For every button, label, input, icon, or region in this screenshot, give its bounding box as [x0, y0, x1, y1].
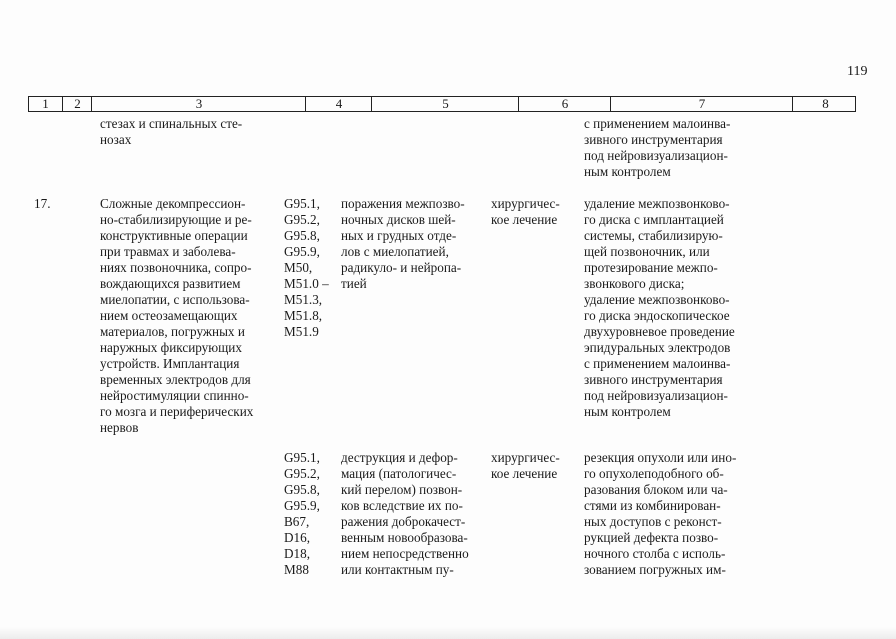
table-header-row: [28, 96, 856, 112]
text-line: нервов: [100, 420, 139, 435]
text-line: M51.9: [284, 324, 319, 339]
header-col-2: 2: [62, 97, 92, 111]
text-line: стезах и спинальных сте-: [100, 116, 243, 131]
text-line: ков вследствие их по-: [341, 498, 463, 513]
text-line: зованием погружных им-: [584, 562, 726, 577]
entry2-treatment: [491, 450, 581, 482]
text-line: Сложные декомпрессион-: [100, 196, 246, 211]
text-line: G95.8,: [284, 482, 320, 497]
header-col-3: 3: [91, 97, 306, 111]
page-number: 119: [847, 64, 868, 79]
text-line: зивного инструментария: [584, 132, 723, 147]
text-line: поражения межпозво-: [341, 196, 465, 211]
text-line: ночного столба с исполь-: [584, 546, 726, 561]
text-line: деструкция и дефор-: [341, 450, 458, 465]
continuation-col7: [584, 116, 760, 180]
text-line: G95.2,: [284, 212, 320, 227]
text-line: кий перелом) позвон-: [341, 482, 463, 497]
text-line: мация (патологичес-: [341, 466, 457, 481]
row-17-col3: [100, 196, 274, 436]
text-line: временных электродов для: [100, 372, 251, 387]
text-line: ных и грудных отде-: [341, 228, 457, 243]
entry1-treatment: [491, 196, 581, 228]
text-line: резекция опухоли или ино-: [584, 450, 737, 465]
text-line: D16,: [284, 530, 311, 545]
text-line: нием непосредственно: [341, 546, 469, 561]
entry2-model: [341, 450, 488, 578]
text-line: го опухолеподобного об-: [584, 466, 724, 481]
text-line: щей позвоночник, или: [584, 244, 710, 259]
text-line: кое лечение: [491, 212, 558, 227]
text-line: го мозга и периферических: [100, 404, 254, 419]
text-line: разования блоком или ча-: [584, 482, 728, 497]
text-line: M51.8,: [284, 308, 323, 323]
text-line: удаление межпозвонково-: [584, 292, 730, 307]
text-line: нейростимуляции спинно-: [100, 388, 249, 403]
text-line: G95.8,: [284, 228, 320, 243]
entry1-method: [584, 196, 760, 420]
text-line: или контактным пу-: [341, 562, 454, 577]
entry2-method: [584, 450, 760, 578]
text-line: ражения доброкачест-: [341, 514, 466, 529]
text-line: G95.9,: [284, 498, 320, 513]
text-line: миелопатии, с использова-: [100, 292, 250, 307]
text-line: го диска с имплантацией: [584, 212, 724, 227]
header-col-8: 8: [792, 97, 858, 111]
text-line: нозах: [100, 132, 132, 147]
text-line: хирургичес-: [491, 196, 560, 211]
text-line: D18,: [284, 546, 311, 561]
text-line: стями из комбинирован-: [584, 498, 721, 513]
entry1-model: [341, 196, 488, 292]
text-line: под нейровизуализацион-: [584, 388, 728, 403]
text-line: с применением малоинва-: [584, 116, 731, 131]
header-col-7: 7: [610, 97, 793, 111]
text-line: конструктивные операции: [100, 228, 248, 243]
text-line: го диска эндоскопическое: [584, 308, 730, 323]
text-line: удаление межпозвонково-: [584, 196, 730, 211]
text-line: хирургичес-: [491, 450, 560, 465]
entry2-codes: [284, 450, 348, 578]
header-col-1: 1: [42, 96, 49, 111]
text-line: системы, стабилизирую-: [584, 228, 723, 243]
text-line: G95.1,: [284, 196, 320, 211]
text-line: но-стабилизирующие и ре-: [100, 212, 252, 227]
text-line: ным контролем: [584, 164, 671, 179]
text-line: зивного инструментария: [584, 372, 723, 387]
header-col-4: 4: [305, 97, 372, 111]
text-line: наружных фиксирующих: [100, 340, 242, 355]
text-line: M88: [284, 562, 309, 577]
text-line: M50,: [284, 260, 313, 275]
text-line: двухуровневое проведение: [584, 324, 735, 339]
text-line: венным новообразова-: [341, 530, 468, 545]
text-line: G95.2,: [284, 466, 320, 481]
text-line: протезирование межпо-: [584, 260, 718, 275]
text-line: ниях позвоночника, сопро-: [100, 260, 252, 275]
text-line: M51.3,: [284, 292, 323, 307]
text-line: звонкового диска;: [584, 276, 685, 291]
text-line: ночных дисков шей-: [341, 212, 456, 227]
text-line: ных доступов с реконст-: [584, 514, 722, 529]
text-line: эпидуральных электродов: [584, 340, 731, 355]
continuation-col3: [100, 116, 274, 148]
text-line: рукцией дефекта позво-: [584, 530, 719, 545]
text-line: G95.9,: [284, 244, 320, 259]
text-line: лов с миелопатией,: [341, 244, 449, 259]
text-line: радикуло- и нейропа-: [341, 260, 462, 275]
text-line: кое лечение: [491, 466, 558, 481]
text-line: материалов, погружных и: [100, 324, 245, 339]
text-line: под нейровизуализацион-: [584, 148, 728, 163]
text-line: ным контролем: [584, 404, 671, 419]
scan-bottom-edge: [0, 627, 896, 639]
header-col-6: 6: [518, 97, 611, 111]
text-line: M51.0 –: [284, 276, 329, 291]
text-line: нием остеозамещающих: [100, 308, 238, 323]
entry1-codes: [284, 196, 348, 340]
text-line: устройств. Имплантация: [100, 356, 240, 371]
row-number: 17.: [34, 196, 51, 211]
text-line: тией: [341, 276, 367, 291]
text-line: G95.1,: [284, 450, 320, 465]
text-line: B67,: [284, 514, 310, 529]
header-col-5: 5: [371, 97, 519, 111]
text-line: при травмах и заболева-: [100, 244, 236, 259]
text-line: вождающихся развитием: [100, 276, 241, 291]
text-line: с применением малоинва-: [584, 356, 731, 371]
